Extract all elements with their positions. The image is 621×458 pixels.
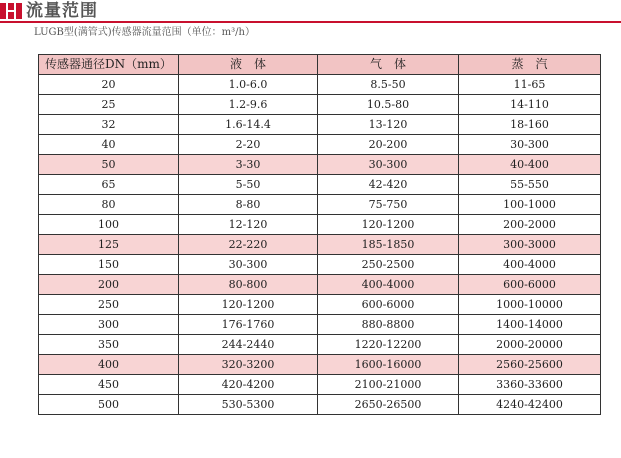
cell-steam: 600-6000 [459, 275, 601, 295]
cell-liquid: 8-80 [179, 195, 318, 215]
cell-liquid: 2-20 [179, 135, 318, 155]
cell-gas: 75-750 [318, 195, 459, 215]
cell-gas: 250-2500 [318, 255, 459, 275]
page-title: 流量范围 [26, 1, 98, 21]
table-row [39, 75, 601, 95]
page-header [0, 0, 621, 22]
cell-liquid: 12-120 [179, 215, 318, 235]
header-divider [0, 21, 621, 23]
cell-steam: 40-400 [459, 155, 601, 175]
column-header-dn: 传感器通径DN（mm） [39, 55, 179, 75]
cell-liquid: 176-1760 [179, 315, 318, 335]
column-header-steam: 蒸 汽 [459, 55, 601, 75]
cell-dn: 40 [39, 135, 179, 155]
table-caption: LUGB型(满管式)传感器流量范围（单位：m³/h） [34, 27, 255, 38]
cell-gas: 10.5-80 [318, 95, 459, 115]
table-row [39, 275, 601, 295]
cell-steam: 4240-42400 [459, 395, 601, 415]
cell-dn: 400 [39, 355, 179, 375]
cell-liquid: 30-300 [179, 255, 318, 275]
cell-gas: 185-1850 [318, 235, 459, 255]
cell-gas: 400-4000 [318, 275, 459, 295]
cell-gas: 2650-26500 [318, 395, 459, 415]
cell-dn: 300 [39, 315, 179, 335]
flow-range-table [38, 54, 601, 415]
cell-dn: 350 [39, 335, 179, 355]
cell-gas: 1220-12200 [318, 335, 459, 355]
cell-steam: 3360-33600 [459, 375, 601, 395]
table-header-row [39, 55, 601, 75]
table-row [39, 155, 601, 175]
cell-dn: 500 [39, 395, 179, 415]
table-row [39, 195, 601, 215]
cell-steam: 2000-20000 [459, 335, 601, 355]
cell-liquid: 420-4200 [179, 375, 318, 395]
cell-steam: 18-160 [459, 115, 601, 135]
cell-steam: 30-300 [459, 135, 601, 155]
table-row [39, 335, 601, 355]
cell-dn: 450 [39, 375, 179, 395]
cell-steam: 300-3000 [459, 235, 601, 255]
column-header-liquid: 液 体 [179, 55, 318, 75]
cell-liquid: 3-30 [179, 155, 318, 175]
cell-dn: 50 [39, 155, 179, 175]
cell-gas: 2100-21000 [318, 375, 459, 395]
cell-gas: 13-120 [318, 115, 459, 135]
brand-logo-icon [0, 2, 22, 20]
cell-dn: 65 [39, 175, 179, 195]
cell-steam: 1400-14000 [459, 315, 601, 335]
table-row [39, 255, 601, 275]
cell-liquid: 22-220 [179, 235, 318, 255]
cell-steam: 14-110 [459, 95, 601, 115]
cell-liquid: 1.0-6.0 [179, 75, 318, 95]
column-header-gas: 气 体 [318, 55, 459, 75]
cell-dn: 200 [39, 275, 179, 295]
table-row [39, 355, 601, 375]
cell-steam: 400-4000 [459, 255, 601, 275]
cell-gas: 1600-16000 [318, 355, 459, 375]
cell-steam: 100-1000 [459, 195, 601, 215]
cell-dn: 80 [39, 195, 179, 215]
cell-liquid: 1.2-9.6 [179, 95, 318, 115]
cell-liquid: 320-3200 [179, 355, 318, 375]
cell-dn: 150 [39, 255, 179, 275]
cell-dn: 250 [39, 295, 179, 315]
cell-steam: 200-2000 [459, 215, 601, 235]
cell-dn: 25 [39, 95, 179, 115]
table-row [39, 175, 601, 195]
cell-steam: 1000-10000 [459, 295, 601, 315]
cell-liquid: 530-5300 [179, 395, 318, 415]
cell-dn: 20 [39, 75, 179, 95]
table-row [39, 395, 601, 415]
cell-liquid: 80-800 [179, 275, 318, 295]
table-row [39, 315, 601, 335]
cell-dn: 100 [39, 215, 179, 235]
cell-gas: 20-200 [318, 135, 459, 155]
cell-liquid: 120-1200 [179, 295, 318, 315]
table-row [39, 135, 601, 155]
cell-gas: 30-300 [318, 155, 459, 175]
cell-liquid: 244-2440 [179, 335, 318, 355]
cell-liquid: 5-50 [179, 175, 318, 195]
table-row [39, 295, 601, 315]
table-row [39, 215, 601, 235]
cell-dn: 125 [39, 235, 179, 255]
cell-gas: 600-6000 [318, 295, 459, 315]
cell-gas: 880-8800 [318, 315, 459, 335]
cell-liquid: 1.6-14.4 [179, 115, 318, 135]
table-row [39, 95, 601, 115]
table-row [39, 115, 601, 135]
cell-gas: 8.5-50 [318, 75, 459, 95]
cell-gas: 120-1200 [318, 215, 459, 235]
cell-steam: 2560-25600 [459, 355, 601, 375]
cell-steam: 55-550 [459, 175, 601, 195]
table-row [39, 235, 601, 255]
cell-steam: 11-65 [459, 75, 601, 95]
cell-gas: 42-420 [318, 175, 459, 195]
cell-dn: 32 [39, 115, 179, 135]
table-row [39, 375, 601, 395]
